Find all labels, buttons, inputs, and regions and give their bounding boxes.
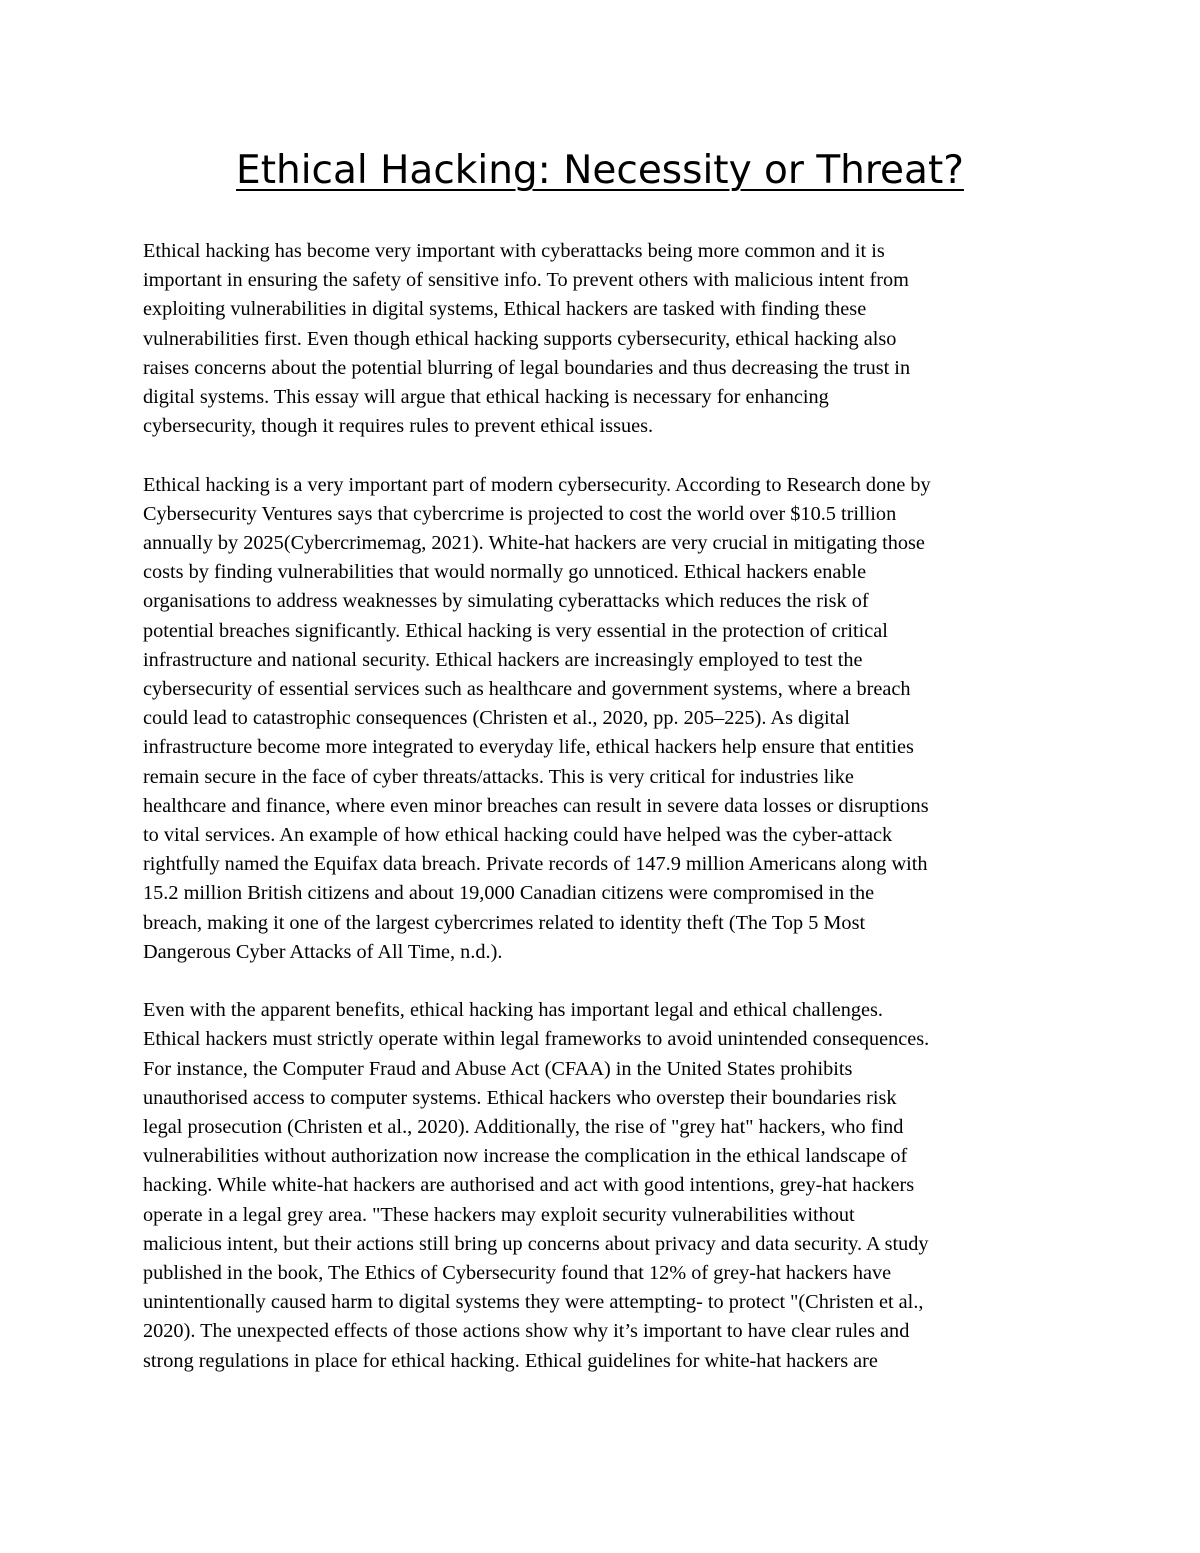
paragraph-importance	[143, 471, 1083, 967]
text-line: Ethical hacking has become very important with cyberattacks being more common and it is	[143, 240, 885, 262]
text-line: published in the book, The Ethics of Cybersecurity found that 12% of grey-hat hackers have	[143, 1262, 892, 1285]
text-line: important in ensuring the safety of sensitive info. To prevent others with malicious intent from	[143, 269, 909, 292]
text-line: digital systems. This essay will argue that ethical hacking is necessary for enhancing	[143, 386, 829, 409]
text-line: cybersecurity, though it requires rules to prevent ethical issues.	[143, 415, 654, 438]
text-line: to vital services. An example of how ethical hacking could have helped was the cyber-attack	[143, 824, 893, 847]
paragraph-introduction	[143, 237, 1083, 441]
paragraph-challenges	[143, 996, 1083, 1376]
text-line: unauthorised access to computer systems. Ethical hackers who overstep their boundaries risk	[143, 1086, 897, 1109]
text-line: Ethical hackers must strictly operate within legal frameworks to avoid unintended consequences.	[143, 1028, 930, 1051]
text-line: cybersecurity of essential services such as healthcare and government systems, where a breach	[143, 678, 911, 701]
text-line: infrastructure and national security. Ethical hackers are increasingly employed to test the	[143, 648, 863, 671]
text-line: vulnerabilities without authorization now increase the complication in the ethical landscape of	[143, 1145, 908, 1168]
text-line: For instance, the Computer Fraud and Abuse Act (CFAA) in the United States prohibits	[143, 1057, 853, 1080]
text-line: Dangerous Cyber Attacks of All Time, n.d.).	[143, 940, 503, 963]
text-line: could lead to catastrophic consequences (Christen et al., 2020, pp. 205–225). As digital	[143, 707, 850, 730]
text-line: operate in a legal grey area. "These hackers may exploit security vulnerabilities without	[143, 1203, 855, 1226]
text-line: Ethical hacking is a very important part of modern cybersecurity. According to Research done by	[143, 473, 931, 496]
document-title: Ethical Hacking: Necessity or Threat?	[236, 148, 964, 193]
document-body	[143, 237, 1083, 1405]
text-line: healthcare and finance, where even minor breaches can result in severe data losses or disruptions	[143, 794, 929, 817]
text-line: exploiting vulnerabilities in digital systems, Ethical hackers are tasked with finding these	[143, 298, 867, 321]
text-line: annually by 2025(Cybercrimemag, 2021). White-hat hackers are very crucial in mitigating those	[143, 532, 925, 555]
text-line: vulnerabilities first. Even though ethical hacking supports cybersecurity, ethical hacking also	[143, 327, 897, 350]
text-line: remain secure in the face of cyber threats/attacks. This is very critical for industries like	[143, 765, 854, 788]
text-line: breach, making it one of the largest cybercrimes related to identity theft (The Top 5 Most	[143, 911, 866, 934]
text-line: legal prosecution (Christen et al., 2020). Additionally, the rise of "grey hat" hackers, who find	[143, 1116, 904, 1139]
text-line: costs by finding vulnerabilities that would normally go unnoticed. Ethical hackers enable	[143, 561, 867, 584]
text-line: hacking. While white-hat hackers are authorised and act with good intentions, grey-hat hackers	[143, 1174, 915, 1197]
text-line: raises concerns about the potential blurring of legal boundaries and thus decreasing the trust in	[143, 356, 911, 379]
text-line: infrastructure become more integrated to everyday life, ethical hackers help ensure that entities	[143, 736, 914, 759]
text-line: rightfully named the Equifax data breach. Private records of 147.9 million Americans along with	[143, 853, 928, 876]
text-line: 2020). The unexpected effects of those actions show why it’s important to have clear rules and	[143, 1320, 910, 1343]
text-line: Cybersecurity Ventures says that cybercrime is projected to cost the world over $10.5 trillion	[143, 502, 897, 525]
text-line: Even with the apparent benefits, ethical hacking has important legal and ethical challenges.	[143, 999, 883, 1022]
text-line: 15.2 million British citizens and about 19,000 Canadian citizens were compromised in the	[143, 882, 875, 905]
text-line: malicious intent, but their actions still bring up concerns about privacy and data security. A study	[143, 1232, 929, 1255]
text-line: organisations to address weaknesses by simulating cyberattacks which reduces the risk of	[143, 590, 869, 613]
text-line: potential breaches significantly. Ethical hacking is very essential in the protection of critical	[143, 619, 888, 642]
text-line: unintentionally caused harm to digital systems they were attempting- to protect "(Christen et al.,	[143, 1291, 924, 1314]
text-line: strong regulations in place for ethical hacking. Ethical guidelines for white-hat hackers are	[143, 1349, 878, 1372]
